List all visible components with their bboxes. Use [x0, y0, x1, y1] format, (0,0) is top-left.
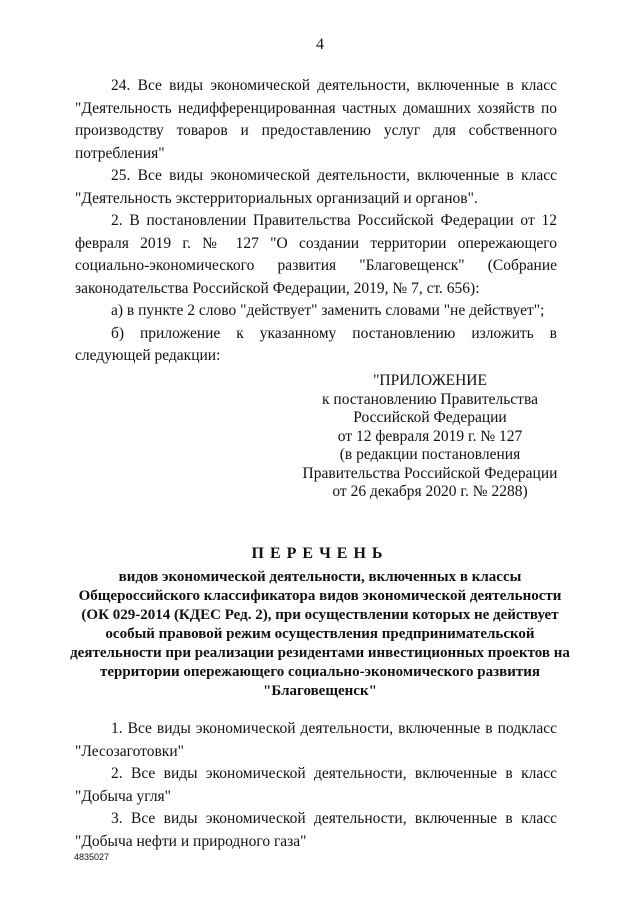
- appendix-header: [300, 372, 560, 502]
- appendix-line: от 12 февраля 2019 г. № 127: [337, 427, 523, 445]
- list-item: 1. Все виды экономической деятельности, включенные в подкласс "Лесозаготовки": [75, 720, 557, 760]
- list-item: 2. Все виды экономической деятельности, включенные в класс "Добыча угля": [75, 765, 557, 805]
- paragraph-subitem-b: б) приложение к указанному постановлению изложить в следующей редакции:: [75, 324, 557, 364]
- footer-document-code: 4835027: [74, 852, 110, 862]
- appendix-line: (в редакции постановления: [339, 446, 521, 463]
- document-title: ПЕРЕЧЕНЬ: [251, 545, 389, 562]
- appendix-title: "ПРИЛОЖЕНИЕ: [373, 372, 487, 389]
- list-item: 3. Все виды экономической деятельности, включенные в класс "Добыча нефти и природного газа": [75, 810, 557, 850]
- appendix-line: к постановлению Правительства: [322, 390, 538, 408]
- appendix-line: Российской Федерации: [353, 409, 507, 426]
- page-number: 4: [316, 36, 324, 53]
- paragraph-item-25: 25. Все виды экономической деятельности, включенные в класс "Деятельность экстерриториальных организаций и органов".: [75, 167, 557, 207]
- appendix-line: от 26 декабря 2020 г. № 2288): [332, 483, 528, 500]
- activity-list: [75, 718, 557, 853]
- document-subtitle: видов экономической деятельности, включенных в классы Общероссийского классификатора видов экономической деятельности (ОК 029-2014 (КДЕС Ред. 2), при осуществлении которых не действует особый правовой режим осуществления предпринимательской деятельности при реализации резидентами инвестиционных проектов на территории опережающего социально-экономического развития "Благовещенск": [70, 569, 570, 699]
- paragraph-amendment-2: 2. В постановлении Правительства Российской Федерации от 12 февраля 2019 г. № 127 "О создании территории опережающего социально-экономического развития "Благовещенск" (Собрание законодательства Российской Федерации, 2019, № 7, ст. 656):: [75, 212, 557, 297]
- paragraph-item-24: 24. Все виды экономической деятельности, включенные в класс "Деятельность недифференцированная частных домашних хозяйств по производству товаров и предоставлению услуг для собственного потребления": [75, 77, 557, 162]
- appendix-line: Правительства Российской Федерации: [302, 464, 558, 482]
- body-paragraphs: [75, 75, 557, 368]
- paragraph-subitem-a: а) в пункте 2 слово "действует" заменить словами "не действует";: [111, 302, 545, 319]
